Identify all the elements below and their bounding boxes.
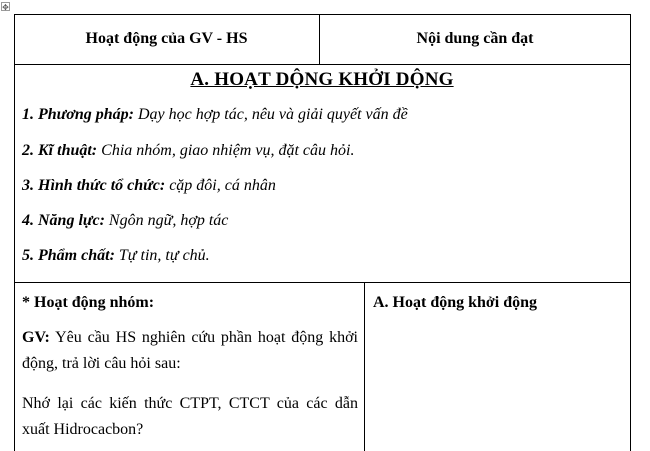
table-border-header: [14, 64, 631, 65]
list-item-hinh-thuc: [22, 177, 276, 195]
gv-text: Yêu cầu HS nghiên cứu phần hoạt động khởi động, trả lời câu hỏi sau:: [22, 329, 358, 372]
item-label: 2. Kĩ thuật:: [22, 142, 98, 159]
left-cell-heading: * Hoạt động nhóm:: [22, 294, 155, 311]
table-border-section: [14, 282, 631, 283]
table-border-right: [630, 14, 631, 451]
list-item-phuong-phap: [22, 106, 408, 124]
section-title: A. HOẠT DỘNG KHỞI DỘNG: [190, 69, 454, 90]
item-label: 3. Hình thức tổ chức:: [22, 177, 166, 194]
right-cell-heading: A. Hoạt động khởi động: [373, 294, 538, 311]
item-label: 4. Năng lực:: [22, 212, 105, 229]
item-label: 5. Phẩm chất:: [22, 247, 115, 264]
list-item-pham-chat: [22, 247, 210, 265]
left-cell-question: Nhớ lại các kiến thức CTPT, CTCT của các dẫn xuất Hidrocacbon?: [22, 395, 358, 438]
table-border-body-divider: [364, 282, 365, 451]
item-text: cặp đôi, cá nhân: [165, 177, 276, 194]
item-text: Chia nhóm, giao nhiệm vụ, đặt câu hỏi.: [97, 142, 355, 159]
header-col-gv-hs: Hoạt động của GV - HS: [85, 30, 248, 47]
list-item-nang-luc: [22, 212, 228, 230]
list-item-ki-thuat: [22, 142, 354, 160]
header-col-noi-dung: Nội dung cần đạt: [416, 30, 534, 47]
item-label: 1. Phương pháp:: [22, 106, 134, 123]
table-move-handle-icon[interactable]: ✥: [2, 3, 9, 12]
item-text: Ngôn ngữ, hợp tác: [104, 212, 229, 229]
item-text: Tự tin, tự chủ.: [114, 247, 210, 264]
gv-label: GV:: [22, 329, 50, 346]
item-text: Dạy học hợp tác, nêu và giải quyết vấn đề: [133, 106, 408, 123]
left-cell-gv-paragraph: [22, 325, 358, 377]
